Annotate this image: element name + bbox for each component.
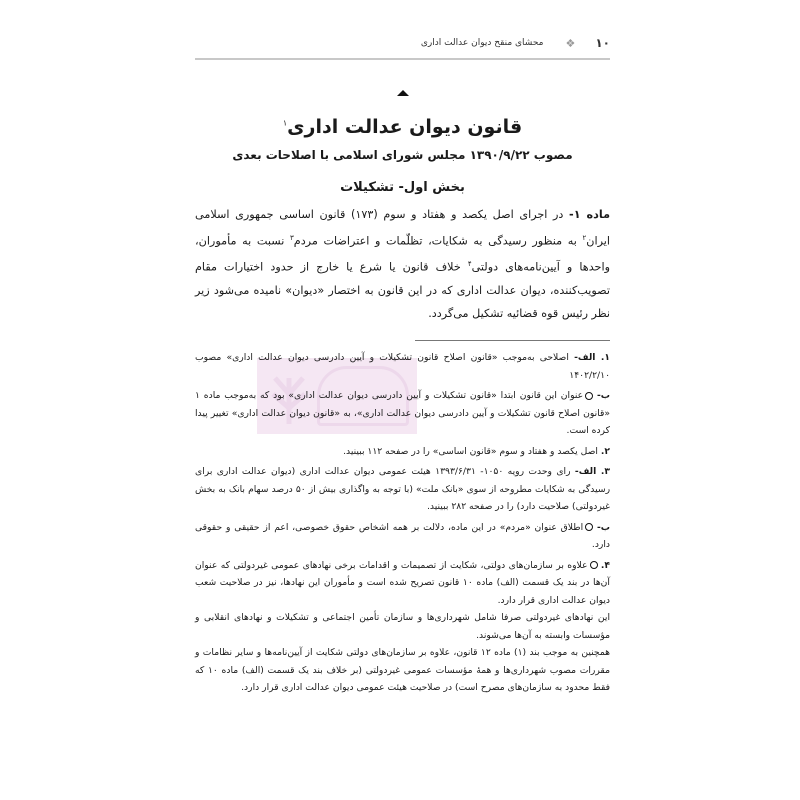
footnote-ref-1[interactable]: ۱ xyxy=(282,118,288,128)
article-label: ماده ۱- xyxy=(569,208,610,221)
circle-marker-icon xyxy=(585,392,593,400)
running-title: محشای منقح دیوان عدالت اداری xyxy=(420,38,544,48)
header-rule xyxy=(195,58,610,60)
law-title-text: قانون دیوان عدالت اداری xyxy=(287,116,523,138)
footnote-text: رای وحدت رویه ۱۰۵۰- ۱۳۹۳/۶/۳۱ هیئت عمومی دیوان عدالت اداری (دیوان عدالت اداری برای رسیدگی به شکایات مطروحه از سوی «بانک ملت» (با توجه به واگذاری بیش از ۵۰ درصد سهام بانک به بخش غیردولتی) صلاحیت دارد) را در صفحه ۲۸۲ ببینید. xyxy=(195,466,610,513)
article-text-3: نسبت به مأموران، واحدها و آیین‌نامه‌های دولتی xyxy=(195,234,610,274)
footnote-ref-3[interactable]: ۳ xyxy=(290,233,294,242)
footnote-text: همچنین به موجب بند (۱) ماده ۱۲ قانون، علاوه بر سازمان‌های دولتی شکایت از آیین‌نامه‌ها و سایر نظامات و مقررات مصوب شهرداری‌ها و همهٔ مؤسسات عمومی غیردولتی (بر خلاف بند یک قسمت (الف) ماده ۱۰ که فقط محدود به سازمان‌های مصرح است) در صلاحیت هیئت عمومی دیوان عدالت اداری قرار دارد. xyxy=(195,647,610,694)
footnote-separator xyxy=(415,340,610,342)
footnote-label: ۳. الف- xyxy=(574,466,610,478)
footnote-ref-4[interactable]: ۴ xyxy=(467,259,472,268)
footnote-label: ۴. xyxy=(600,559,610,571)
article-1 xyxy=(195,203,610,326)
circle-marker-icon xyxy=(585,523,593,531)
article-text-1: در اجرای اصل یکصد و هفتاد و سوم (۱۷۳) قانون اساسی جمهوری اسلامی ایران xyxy=(195,208,610,248)
footnote-1a xyxy=(195,349,610,384)
footnote-text: اطلاق عنوان «مردم» در این ماده، دلالت بر همه اشخاص حقوق خصوصی، اعم از حقیقی و حقوقی دارد. xyxy=(195,521,610,551)
triangle-ornament-icon xyxy=(397,90,409,96)
footnote-4-para-3 xyxy=(195,644,610,697)
footnote-text: اصل یکصد و هفتاد و سوم «قانون اساسی» را در صفحه ۱۱۲ ببینید. xyxy=(343,445,601,457)
book-page xyxy=(195,30,610,700)
footnote-1b xyxy=(195,387,610,440)
footnote-ref-2[interactable]: ۲ xyxy=(582,233,587,242)
law-subtitle: مصوب ۱۳۹۰/۹/۲۲ مجلس شورای اسلامی با اصلاحات بعدی xyxy=(232,148,573,162)
footnote-text: عنوان این قانون ابتدا «قانون تشکیلات و آیین دادرسی دیوان عدالت اداری» بود که به‌موجب ماده ۱ «قانون اصلاح قانون تشکیلات و آیین دادرسی دیوان عدالت اداری»، به «قانون دیوان عدالت اداری» تغییر پیدا کرده است. xyxy=(195,390,610,437)
footnote-label: ب- xyxy=(596,521,611,533)
footnote-3b xyxy=(195,519,610,554)
footnotes xyxy=(195,349,610,697)
footnote-text: اصلاحی به‌موجب «قانون اصلاح قانون تشکیلات و آیین دادرسی دیوان عدالت اداری» مصوب ۱۴۰۲/۲/۱۰ xyxy=(195,352,610,381)
footnote-label: ۲. xyxy=(600,445,610,457)
article-text-4: خلاف قانون یا شرع یا خارج از حدود اختیارات مقام تصویب‌کننده، دیوان عدالت اداری که در این قانون به اختصار «دیوان» نامیده می‌شود زیر نظر رئیس قوه قضائیه تشکیل می‌گردد. xyxy=(195,260,610,321)
footnote-2 xyxy=(195,443,610,461)
footnote-text: این نهادهای غیردولتی صرفا شامل شهرداری‌ها و سازمان تأمین اجتماعی و تشکیلات و نهادهای انقلابی و مؤسسات وابسته به آن‌ها می‌شوند. xyxy=(195,612,610,641)
footnote-label: ب- xyxy=(596,390,610,402)
footnote-4 xyxy=(195,557,610,610)
diamond-ornament-icon: ❖ xyxy=(565,36,576,50)
article-text-2: به منظور رسیدگی به شکایات، تظلّمات و اعتراضات مردم xyxy=(293,234,583,248)
part-title: بخش اول- تشکیلات xyxy=(340,180,465,195)
circle-marker-icon xyxy=(590,561,598,569)
footnote-text: علاوه بر سازمان‌های دولتی، شکایت از تصمیمات و اقدامات برخی نهادهای عمومی غیردولتی که عنوان آن‌ها در بند یک قسمت (الف) ماده ۱۰ قانون تصریح شده است و مأموران این نهادها، نیز در صلاحیت شعب دیوان عدالت اداری قرار دارد. xyxy=(195,559,610,606)
law-title xyxy=(195,116,610,138)
footnote-4-para-2 xyxy=(195,609,610,644)
running-header xyxy=(195,30,610,56)
footnote-3a xyxy=(195,463,610,516)
page-number: ۱۰ xyxy=(595,36,610,50)
footnote-label: ۱. الف- xyxy=(574,352,610,364)
